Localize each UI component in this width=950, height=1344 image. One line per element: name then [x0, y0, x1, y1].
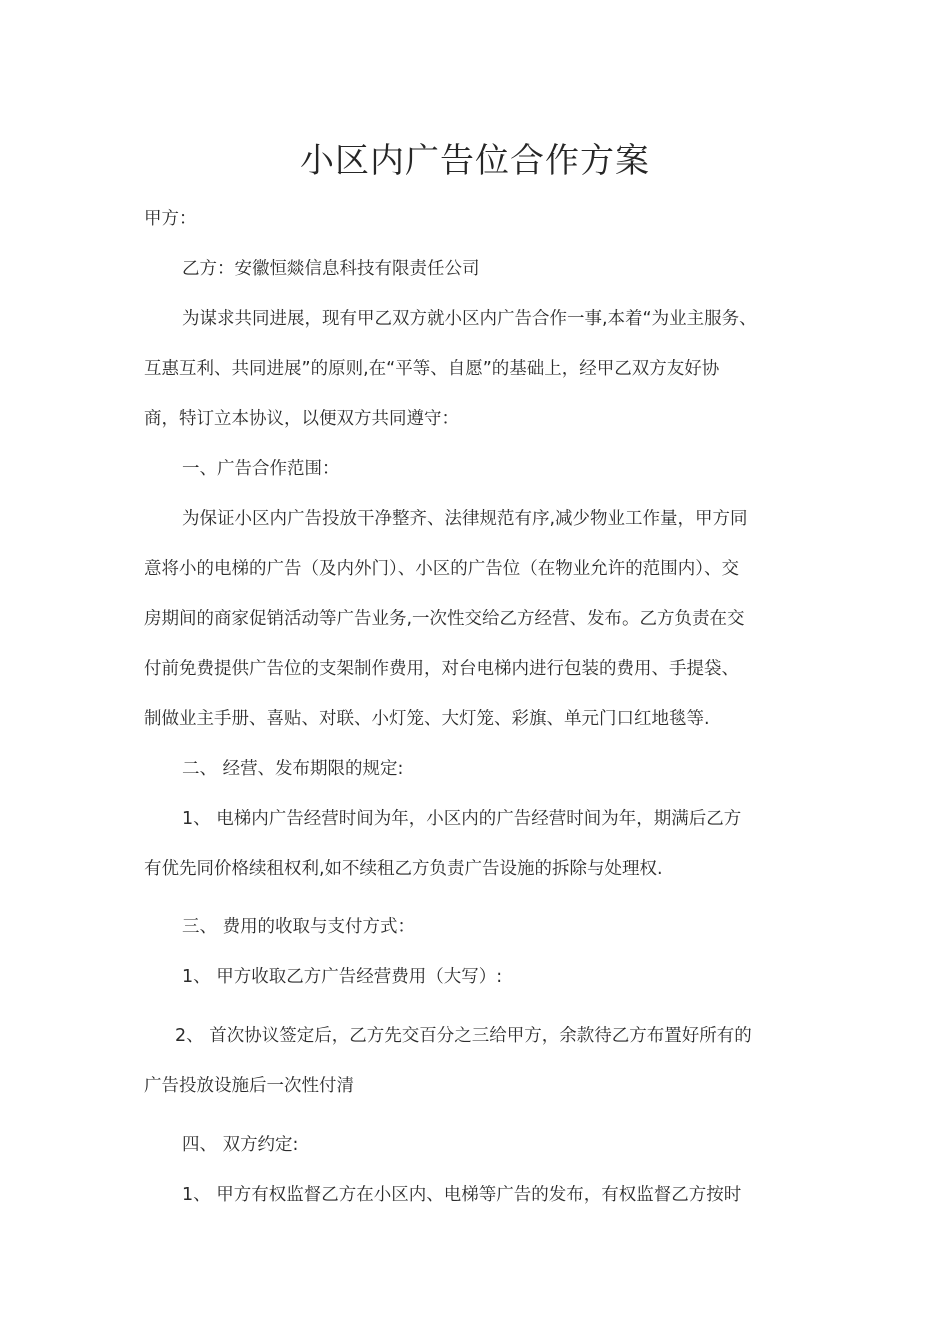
section-3-item-2-line-2: 广告投放设施后一次性付清 — [144, 1076, 354, 1096]
section-2-heading: 二、 经营、发布期限的规定: — [182, 759, 404, 779]
section-3-item-1: 1、 甲方收取乙方广告经营费用（大写）: — [182, 967, 503, 987]
section-4-heading: 四、 双方约定: — [182, 1135, 299, 1155]
preamble-line-2: 互惠互利、共同进展”的原则,在“平等、自愿”的基础上，经甲乙双方友好协 — [144, 359, 720, 379]
section-4-item-1-line-1: 1、 甲方有权监督乙方在小区内、电梯等广告的发布，有权监督乙方按时 — [182, 1185, 742, 1205]
section-1-line-4: 付前免费提供广告位的支架制作费用，对台电梯内进行包装的费用、手提袋、 — [144, 659, 739, 679]
section-1-line-2: 意将小的电梯的广告（及内外门）、小区的广告位（在物业允许的范围内）、交 — [144, 559, 739, 579]
section-3-heading: 三、 费用的收取与支付方式： — [182, 917, 416, 937]
preamble-line-1: 为谋求共同进展，现有甲乙双方就小区内广告合作一事,本着“为业主服务、 — [182, 309, 757, 329]
section-3-item-2-line-1: 2、 首次协议签定后，乙方先交百分之三给甲方，余款待乙方布置好所有的 — [175, 1026, 752, 1046]
preamble-line-3: 商，特订立本协议，以便双方共同遵守： — [144, 409, 459, 429]
section-1-heading: 一、广告合作范围： — [182, 459, 340, 479]
section-1-line-1: 为保证小区内广告投放干净整齐、法律规范有序,减少物业工作量，甲方同 — [182, 509, 748, 529]
section-1-line-3: 房期间的商家促销活动等广告业务,一次性交给乙方经营、发布。乙方负责在交 — [144, 609, 745, 629]
document-title: 小区内广告位合作方案 — [300, 141, 650, 181]
section-1-line-5: 制做业主手册、喜贴、对联、小灯笼、大灯笼、彩旗、单元门口红地毯等. — [144, 709, 710, 729]
party-a-line: 甲方： — [144, 209, 197, 229]
section-2-item-1-line-2: 有优先同价格续租权利,如不续租乙方负责广告设施的拆除与处理权. — [144, 859, 663, 879]
section-2-item-1-line-1: 1、 电梯内广告经营时间为年，小区内的广告经营时间为年，期满后乙方 — [182, 809, 742, 829]
party-b-line: 乙方：安徽恒燚信息科技有限责任公司 — [182, 259, 480, 279]
